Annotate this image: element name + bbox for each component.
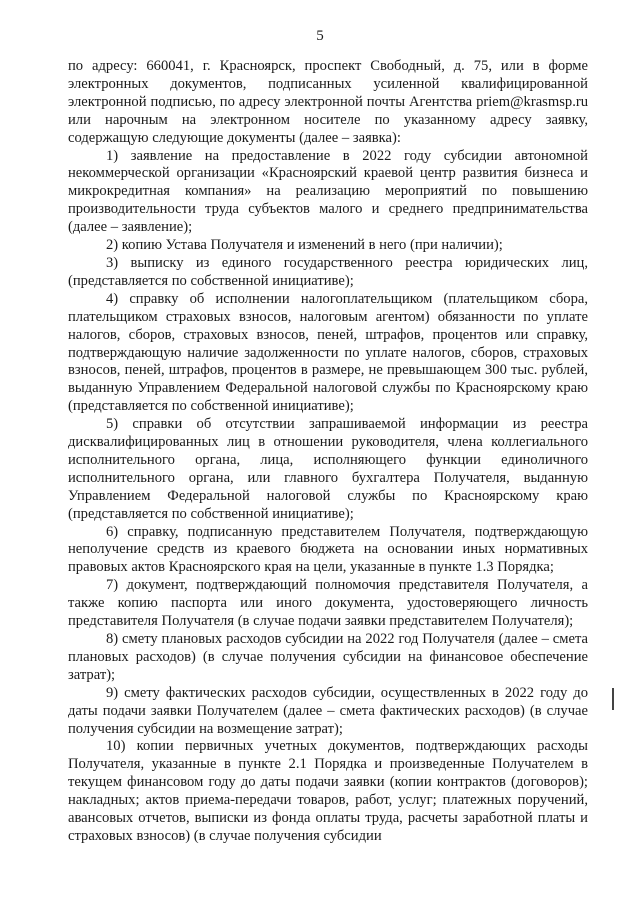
list-item-5: 5) справки об отсутствии запрашиваемой информации из реестра дисквалифицированных лиц в отношении руководителя, члена коллегиального исполнительного органа, лица, исполняющего функции единоличного исполнительного органа, или главного бухгалтера Получателя, выданную Управлением Федеральной налоговой службы по Красноярскому краю (представляется по собственной инициативе); (68, 416, 588, 522)
list-item-1: 1) заявление на предоставление в 2022 году субсидии автономной некоммерческой организации «Красноярский краевой центр развития бизнеса и микрокредитная компания» на реализацию мероприятий по повышению производительности труда субъектов малого и среднего предпринимательства (далее – заявление); (68, 147, 588, 236)
list-item-4: 4) справку об исполнении налогоплательщиком (плательщиком сбора, плательщиком страховых взносов, налоговым агентом) обязанности по уплате налогов, сборов, страховых взносов, пеней, штрафов, процентов или справку, подтверждающую наличие задолженности по уплате налогов, сборов, страховых взносов, пеней, штрафов, процентов в размере, не превышающем 300 тыс. рублей, выданную Управлением Федеральной налоговой службы по Красноярскому краю (представляется по собственной инициативе); (68, 290, 588, 415)
list-item-10: 10) копии первичных учетных документов, подтверждающих расходы Получателя, указанные в пункте 2.1 Порядка и произведенные Получателем в текущем финансовом году до даты подачи заявки (копии контрактов (договоров); накладных; актов приема-передачи товаров, работ, услуг; платежных поручений, авансовых отчетов, выписки из фонда оплаты труда, расчеты заработной платы и страховых взносов) (в случае получения субсидии (68, 738, 588, 844)
list-item-6: 6) справку, подписанную представителем Получателя, подтверждающую неполучение средств из краевого бюджета на основании иных нормативных правовых актов Красноярского края на цели, указанные в пункте 1.3 Порядка; (68, 523, 588, 576)
list-item-3: 3) выписку из единого государственного реестра юридических лиц, (представляется по собственной инициативе); (68, 254, 588, 289)
page-number: 5 (316, 28, 324, 44)
document-body (68, 58, 588, 846)
paragraph-intro: по адресу: 660041, г. Красноярск, проспект Свободный, д. 75, или в форме электронных документов, подписанных усиленной квалифицированной электронной подписью, по адресу электронной почты Агентства priem@krasmsp.ru или нарочным на электронном носителе по указанному адресу заявку, содержащую следующие документы (далее – заявка): (68, 58, 588, 146)
list-item-2: 2) копию Устава Получателя и изменений в него (при наличии); (106, 237, 503, 254)
margin-scan-mark (612, 688, 614, 710)
list-item-7: 7) документ, подтверждающий полномочия представителя Получателя, а также копию паспорта или иного документа, удостоверяющего личность представителя Получателя (в случае подачи заявки представителем Получателя); (68, 577, 588, 630)
list-item-9: 9) смету фактических расходов субсидии, осуществленных в 2022 году до даты подачи заявки Получателем (далее – смета фактических расходов) (в случае получения субсидии на возмещение затрат); (68, 684, 588, 737)
list-item-8: 8) смету плановых расходов субсидии на 2022 год Получателя (далее – смета плановых расходов) (в случае получения субсидии на финансовое обеспечение затрат); (68, 631, 588, 683)
